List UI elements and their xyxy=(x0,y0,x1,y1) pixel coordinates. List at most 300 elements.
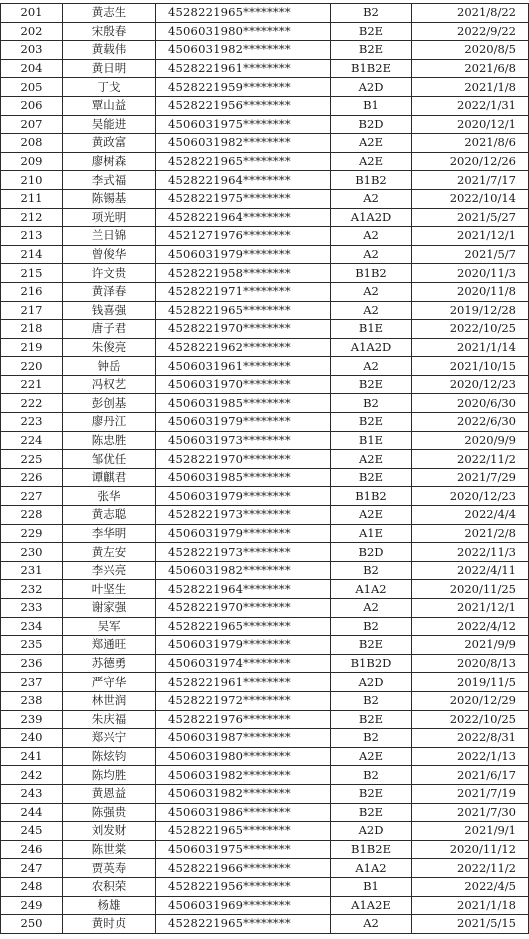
date-cell: 2019/11/5 xyxy=(412,673,529,692)
date-cell: 2022/4/4 xyxy=(412,506,529,525)
table-row xyxy=(1,487,529,506)
license-class-cell: B2 xyxy=(331,4,412,23)
license-class-cell: A1A2D xyxy=(331,208,412,227)
date-cell: 2020/12/26 xyxy=(412,152,529,171)
row-number-cell: 203 xyxy=(1,41,63,60)
date-cell: 2022/4/5 xyxy=(412,877,529,896)
table-row xyxy=(1,877,529,896)
row-number-cell: 210 xyxy=(1,171,63,190)
row-number-cell: 224 xyxy=(1,431,63,450)
id-number-cell: 4528221958******** xyxy=(156,264,331,283)
id-number-cell: 4506031979******** xyxy=(156,636,331,655)
table-row xyxy=(1,227,529,246)
row-number-cell: 227 xyxy=(1,487,63,506)
table-row xyxy=(1,152,529,171)
date-cell: 2022/10/14 xyxy=(412,189,529,208)
table-row xyxy=(1,543,529,562)
date-cell: 2021/12/1 xyxy=(412,599,529,618)
name-cell: 黄政富 xyxy=(63,134,156,153)
date-cell: 2021/5/7 xyxy=(412,245,529,264)
row-number-cell: 218 xyxy=(1,320,63,339)
date-cell: 2021/8/6 xyxy=(412,134,529,153)
id-number-cell: 4528221964******** xyxy=(156,171,331,190)
date-cell: 2021/1/14 xyxy=(412,338,529,357)
name-cell: 钟岳 xyxy=(63,357,156,376)
id-number-cell: 4528221965******** xyxy=(156,617,331,636)
id-number-cell: 4506031982******** xyxy=(156,784,331,803)
license-class-cell: A2 xyxy=(331,357,412,376)
row-number-cell: 206 xyxy=(1,96,63,115)
license-class-cell: A2 xyxy=(331,301,412,320)
row-number-cell: 230 xyxy=(1,543,63,562)
table-row xyxy=(1,784,529,803)
date-cell: 2022/4/12 xyxy=(412,617,529,636)
id-number-cell: 4521271976******** xyxy=(156,227,331,246)
date-cell: 2022/8/31 xyxy=(412,729,529,748)
id-number-cell: 4528221964******** xyxy=(156,580,331,599)
id-number-cell: 4506031975******** xyxy=(156,115,331,134)
id-number-cell: 4528221970******** xyxy=(156,599,331,618)
license-class-cell: B2E xyxy=(331,803,412,822)
name-cell: 黄时贞 xyxy=(63,915,156,934)
license-class-cell: B2 xyxy=(331,617,412,636)
license-class-cell: A2 xyxy=(331,915,412,934)
row-number-cell: 214 xyxy=(1,245,63,264)
table-row xyxy=(1,413,529,432)
name-cell: 彭创基 xyxy=(63,394,156,413)
license-class-cell: A1A2 xyxy=(331,580,412,599)
name-cell: 陈锡基 xyxy=(63,189,156,208)
license-class-cell: B1E xyxy=(331,320,412,339)
license-class-cell: A1A2E xyxy=(331,896,412,915)
id-number-cell: 4506031980******** xyxy=(156,747,331,766)
date-cell: 2022/10/25 xyxy=(412,710,529,729)
name-cell: 贾英寿 xyxy=(63,859,156,878)
date-cell: 2021/5/15 xyxy=(412,915,529,934)
name-cell: 陈炫钧 xyxy=(63,747,156,766)
id-number-cell: 4528221961******** xyxy=(156,59,331,78)
table-row xyxy=(1,506,529,525)
table-row xyxy=(1,431,529,450)
license-class-cell: A2 xyxy=(331,599,412,618)
id-number-cell: 4528221965******** xyxy=(156,4,331,23)
name-cell: 严守华 xyxy=(63,673,156,692)
license-class-cell: B1B2E xyxy=(331,59,412,78)
row-number-cell: 205 xyxy=(1,78,63,97)
name-cell: 黄志生 xyxy=(63,4,156,23)
row-number-cell: 208 xyxy=(1,134,63,153)
id-number-cell: 4528221972******** xyxy=(156,691,331,710)
table-row xyxy=(1,264,529,283)
name-cell: 陈世棠 xyxy=(63,840,156,859)
date-cell: 2022/11/2 xyxy=(412,450,529,469)
license-class-cell: A1E xyxy=(331,524,412,543)
id-number-cell: 4506031986******** xyxy=(156,803,331,822)
name-cell: 郑兴宁 xyxy=(63,729,156,748)
license-table xyxy=(0,3,529,934)
id-number-cell: 4528221976******** xyxy=(156,710,331,729)
id-number-cell: 4506031979******** xyxy=(156,413,331,432)
name-cell: 黄恩益 xyxy=(63,784,156,803)
row-number-cell: 249 xyxy=(1,896,63,915)
table-row xyxy=(1,636,529,655)
row-number-cell: 212 xyxy=(1,208,63,227)
name-cell: 吴能进 xyxy=(63,115,156,134)
row-number-cell: 216 xyxy=(1,282,63,301)
name-cell: 陈均胜 xyxy=(63,766,156,785)
id-number-cell: 4528221961******** xyxy=(156,673,331,692)
name-cell: 黄泽春 xyxy=(63,282,156,301)
id-number-cell: 4528221964******** xyxy=(156,208,331,227)
name-cell: 杨雄 xyxy=(63,896,156,915)
license-class-cell: B2E xyxy=(331,468,412,487)
license-class-cell: B1 xyxy=(331,877,412,896)
name-cell: 朱庆福 xyxy=(63,710,156,729)
license-class-cell: B2E xyxy=(331,22,412,41)
license-class-cell: A2 xyxy=(331,282,412,301)
date-cell: 2020/8/5 xyxy=(412,41,529,60)
id-number-cell: 4528221971******** xyxy=(156,282,331,301)
name-cell: 黄载伟 xyxy=(63,41,156,60)
license-class-cell: B1B2 xyxy=(331,487,412,506)
table-row xyxy=(1,654,529,673)
name-cell: 谭麒君 xyxy=(63,468,156,487)
row-number-cell: 221 xyxy=(1,375,63,394)
date-cell: 2021/2/8 xyxy=(412,524,529,543)
license-class-cell: A2D xyxy=(331,673,412,692)
date-cell: 2021/12/1 xyxy=(412,227,529,246)
table-row xyxy=(1,766,529,785)
name-cell: 吴军 xyxy=(63,617,156,636)
license-class-cell: B2 xyxy=(331,561,412,580)
license-class-cell: B1B2E xyxy=(331,840,412,859)
table-row xyxy=(1,22,529,41)
row-number-cell: 242 xyxy=(1,766,63,785)
date-cell: 2021/6/17 xyxy=(412,766,529,785)
row-number-cell: 238 xyxy=(1,691,63,710)
row-number-cell: 241 xyxy=(1,747,63,766)
name-cell: 李华明 xyxy=(63,524,156,543)
date-cell: 2022/1/31 xyxy=(412,96,529,115)
name-cell: 陈强贵 xyxy=(63,803,156,822)
row-number-cell: 232 xyxy=(1,580,63,599)
name-cell: 陈忠胜 xyxy=(63,431,156,450)
table-row xyxy=(1,208,529,227)
row-number-cell: 244 xyxy=(1,803,63,822)
row-number-cell: 226 xyxy=(1,468,63,487)
row-number-cell: 228 xyxy=(1,506,63,525)
row-number-cell: 209 xyxy=(1,152,63,171)
table-body xyxy=(1,4,529,934)
row-number-cell: 217 xyxy=(1,301,63,320)
table-row xyxy=(1,747,529,766)
name-cell: 项光明 xyxy=(63,208,156,227)
table-row xyxy=(1,301,529,320)
license-class-cell: B1 xyxy=(331,96,412,115)
row-number-cell: 239 xyxy=(1,710,63,729)
name-cell: 唐子君 xyxy=(63,320,156,339)
name-cell: 黄左安 xyxy=(63,543,156,562)
name-cell: 曾俊华 xyxy=(63,245,156,264)
license-class-cell: A2D xyxy=(331,822,412,841)
name-cell: 黄日明 xyxy=(63,59,156,78)
id-number-cell: 4506031979******** xyxy=(156,245,331,264)
id-number-cell: 4528221973******** xyxy=(156,506,331,525)
name-cell: 张华 xyxy=(63,487,156,506)
date-cell: 2021/7/17 xyxy=(412,171,529,190)
row-number-cell: 213 xyxy=(1,227,63,246)
date-cell: 2020/12/23 xyxy=(412,487,529,506)
name-cell: 李兴亮 xyxy=(63,561,156,580)
id-number-cell: 4528221956******** xyxy=(156,96,331,115)
license-class-cell: A2E xyxy=(331,747,412,766)
date-cell: 2020/11/25 xyxy=(412,580,529,599)
license-class-cell: A2D xyxy=(331,78,412,97)
id-number-cell: 4506031974******** xyxy=(156,654,331,673)
date-cell: 2022/1/13 xyxy=(412,747,529,766)
table-row xyxy=(1,4,529,23)
row-number-cell: 220 xyxy=(1,357,63,376)
row-number-cell: 250 xyxy=(1,915,63,934)
table-row xyxy=(1,59,529,78)
table-row xyxy=(1,41,529,60)
table-row xyxy=(1,580,529,599)
date-cell: 2020/8/13 xyxy=(412,654,529,673)
id-number-cell: 4528221973******** xyxy=(156,543,331,562)
name-cell: 覃山益 xyxy=(63,96,156,115)
table-row xyxy=(1,338,529,357)
name-cell: 林世润 xyxy=(63,691,156,710)
license-class-cell: A1A2 xyxy=(331,859,412,878)
row-number-cell: 215 xyxy=(1,264,63,283)
table-row xyxy=(1,524,529,543)
id-number-cell: 4528221965******** xyxy=(156,301,331,320)
name-cell: 苏德勇 xyxy=(63,654,156,673)
date-cell: 2021/6/8 xyxy=(412,59,529,78)
license-class-cell: A2 xyxy=(331,189,412,208)
date-cell: 2021/1/8 xyxy=(412,78,529,97)
license-class-cell: A2 xyxy=(331,245,412,264)
license-class-cell: A2E xyxy=(331,152,412,171)
license-class-cell: B2 xyxy=(331,729,412,748)
name-cell: 冯权艺 xyxy=(63,375,156,394)
id-number-cell: 4506031961******** xyxy=(156,357,331,376)
row-number-cell: 234 xyxy=(1,617,63,636)
row-number-cell: 247 xyxy=(1,859,63,878)
date-cell: 2020/11/12 xyxy=(412,840,529,859)
name-cell: 刘发财 xyxy=(63,822,156,841)
row-number-cell: 207 xyxy=(1,115,63,134)
table-row xyxy=(1,617,529,636)
license-class-cell: B1B2D xyxy=(331,654,412,673)
id-number-cell: 4506031979******** xyxy=(156,524,331,543)
name-cell: 叶坚生 xyxy=(63,580,156,599)
date-cell: 2020/12/23 xyxy=(412,375,529,394)
row-number-cell: 219 xyxy=(1,338,63,357)
id-number-cell: 4506031969******** xyxy=(156,896,331,915)
table-row xyxy=(1,134,529,153)
license-class-cell: B1B2 xyxy=(331,264,412,283)
name-cell: 黄志聪 xyxy=(63,506,156,525)
table-row xyxy=(1,450,529,469)
license-class-cell: B2E xyxy=(331,636,412,655)
row-number-cell: 204 xyxy=(1,59,63,78)
id-number-cell: 4506031982******** xyxy=(156,41,331,60)
table-row xyxy=(1,282,529,301)
date-cell: 2021/1/18 xyxy=(412,896,529,915)
date-cell: 2021/5/27 xyxy=(412,208,529,227)
name-cell: 宋殷春 xyxy=(63,22,156,41)
row-number-cell: 248 xyxy=(1,877,63,896)
name-cell: 谢家强 xyxy=(63,599,156,618)
date-cell: 2021/9/1 xyxy=(412,822,529,841)
date-cell: 2020/11/8 xyxy=(412,282,529,301)
id-number-cell: 4506031975******** xyxy=(156,840,331,859)
license-class-cell: B2 xyxy=(331,691,412,710)
table-row xyxy=(1,78,529,97)
table-row xyxy=(1,822,529,841)
name-cell: 钱喜强 xyxy=(63,301,156,320)
date-cell: 2020/6/30 xyxy=(412,394,529,413)
date-cell: 2022/6/30 xyxy=(412,413,529,432)
row-number-cell: 237 xyxy=(1,673,63,692)
date-cell: 2021/7/19 xyxy=(412,784,529,803)
license-class-cell: B2E xyxy=(331,710,412,729)
table-row xyxy=(1,189,529,208)
id-number-cell: 4528221965******** xyxy=(156,822,331,841)
table-row xyxy=(1,710,529,729)
date-cell: 2020/11/3 xyxy=(412,264,529,283)
id-number-cell: 4528221962******** xyxy=(156,338,331,357)
table-row xyxy=(1,394,529,413)
table-row xyxy=(1,691,529,710)
id-number-cell: 4528221965******** xyxy=(156,915,331,934)
table-row xyxy=(1,859,529,878)
row-number-cell: 223 xyxy=(1,413,63,432)
row-number-cell: 246 xyxy=(1,840,63,859)
date-cell: 2020/12/1 xyxy=(412,115,529,134)
row-number-cell: 201 xyxy=(1,4,63,23)
license-class-cell: A1A2D xyxy=(331,338,412,357)
id-number-cell: 4528221959******** xyxy=(156,78,331,97)
license-class-cell: A2E xyxy=(331,450,412,469)
id-number-cell: 4506031970******** xyxy=(156,375,331,394)
table-row xyxy=(1,673,529,692)
name-cell: 郑通旺 xyxy=(63,636,156,655)
date-cell: 2022/4/11 xyxy=(412,561,529,580)
table-row xyxy=(1,171,529,190)
id-number-cell: 4506031987******** xyxy=(156,729,331,748)
date-cell: 2020/12/29 xyxy=(412,691,529,710)
license-class-cell: B2D xyxy=(331,115,412,134)
license-class-cell: B1E xyxy=(331,431,412,450)
date-cell: 2022/9/22 xyxy=(412,22,529,41)
row-number-cell: 243 xyxy=(1,784,63,803)
license-class-cell: B1B2 xyxy=(331,171,412,190)
row-number-cell: 240 xyxy=(1,729,63,748)
id-number-cell: 4506031982******** xyxy=(156,134,331,153)
table-row xyxy=(1,115,529,134)
license-class-cell: B2D xyxy=(331,543,412,562)
id-number-cell: 4528221965******** xyxy=(156,152,331,171)
date-cell: 2019/12/28 xyxy=(412,301,529,320)
row-number-cell: 235 xyxy=(1,636,63,655)
table-row xyxy=(1,245,529,264)
name-cell: 廖树森 xyxy=(63,152,156,171)
id-number-cell: 4528221956******** xyxy=(156,877,331,896)
id-number-cell: 4506031973******** xyxy=(156,431,331,450)
license-class-cell: B2E xyxy=(331,413,412,432)
table-row xyxy=(1,375,529,394)
date-cell: 2022/11/2 xyxy=(412,859,529,878)
license-class-cell: B2E xyxy=(331,784,412,803)
date-cell: 2021/7/30 xyxy=(412,803,529,822)
date-cell: 2022/11/3 xyxy=(412,543,529,562)
row-number-cell: 222 xyxy=(1,394,63,413)
id-number-cell: 4506031980******** xyxy=(156,22,331,41)
table-row xyxy=(1,729,529,748)
id-number-cell: 4528221970******** xyxy=(156,450,331,469)
date-cell: 2021/10/15 xyxy=(412,357,529,376)
name-cell: 农积荣 xyxy=(63,877,156,896)
table-row xyxy=(1,840,529,859)
table-row xyxy=(1,896,529,915)
date-cell: 2020/9/9 xyxy=(412,431,529,450)
table-row xyxy=(1,561,529,580)
license-class-cell: B2 xyxy=(331,394,412,413)
name-cell: 廖丹江 xyxy=(63,413,156,432)
date-cell: 2021/7/29 xyxy=(412,468,529,487)
row-number-cell: 225 xyxy=(1,450,63,469)
row-number-cell: 233 xyxy=(1,599,63,618)
row-number-cell: 236 xyxy=(1,654,63,673)
row-number-cell: 245 xyxy=(1,822,63,841)
table-row xyxy=(1,803,529,822)
table-row xyxy=(1,915,529,934)
name-cell: 兰日锦 xyxy=(63,227,156,246)
table-row xyxy=(1,468,529,487)
row-number-cell: 231 xyxy=(1,561,63,580)
id-number-cell: 4506031982******** xyxy=(156,766,331,785)
id-number-cell: 4528221970******** xyxy=(156,320,331,339)
name-cell: 李式福 xyxy=(63,171,156,190)
table-row xyxy=(1,320,529,339)
name-cell: 朱俊亮 xyxy=(63,338,156,357)
date-cell: 2022/10/25 xyxy=(412,320,529,339)
id-number-cell: 4528221966******** xyxy=(156,859,331,878)
row-number-cell: 202 xyxy=(1,22,63,41)
name-cell: 丁戈 xyxy=(63,78,156,97)
row-number-cell: 229 xyxy=(1,524,63,543)
name-cell: 许文贵 xyxy=(63,264,156,283)
license-class-cell: A2E xyxy=(331,134,412,153)
row-number-cell: 211 xyxy=(1,189,63,208)
id-number-cell: 4506031982******** xyxy=(156,561,331,580)
name-cell: 邹优任 xyxy=(63,450,156,469)
date-cell: 2021/9/9 xyxy=(412,636,529,655)
id-number-cell: 4528221975******** xyxy=(156,189,331,208)
license-class-cell: B2E xyxy=(331,375,412,394)
date-cell: 2021/8/22 xyxy=(412,4,529,23)
id-number-cell: 4506031985******** xyxy=(156,468,331,487)
license-class-cell: A2E xyxy=(331,506,412,525)
license-class-cell: A2 xyxy=(331,227,412,246)
table-row xyxy=(1,599,529,618)
license-class-cell: B2 xyxy=(331,766,412,785)
id-number-cell: 4506031979******** xyxy=(156,487,331,506)
id-number-cell: 4506031985******** xyxy=(156,394,331,413)
license-class-cell: B2E xyxy=(331,41,412,60)
